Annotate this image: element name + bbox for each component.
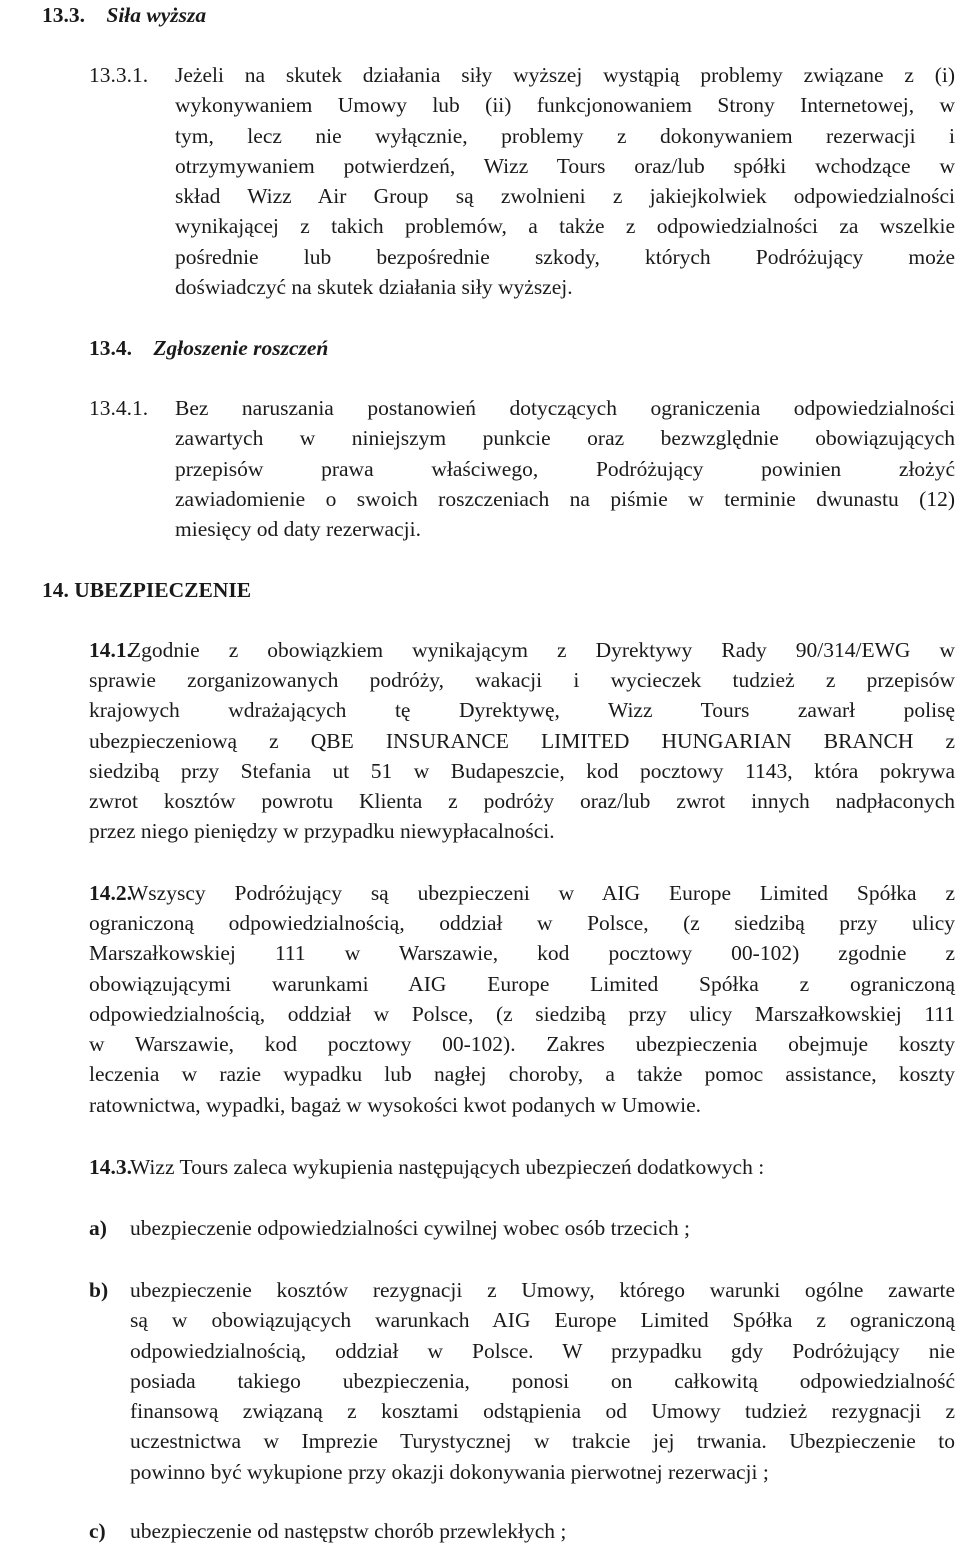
text-line: posiada takiego ubezpieczenia, ponosi on całkowitą odpowiedzialność [130,1368,955,1393]
clause-14-2-text [89,908,955,1120]
text-line: Bez naruszania postanowień dotyczących ograniczenia odpowiedzialności [175,396,955,420]
text-line: Wszyscy Podróżujący są ubezpieczeni w AIG Europe Limited Spółka z [128,881,955,905]
clause-14-1-first-line [128,635,955,665]
clause-number: 14.3. [89,1155,132,1179]
text-line: tym, lecz nie wyłącznie, problemy z dokonywaniem rezerwacji i [175,123,955,148]
clause-13-4-1-text [175,393,955,544]
clause-number: 13.4.1. [89,396,149,420]
text-line: powinno być wykupione przy okazji dokonywania pierwotnej rezerwacji ; [130,1459,769,1484]
clause-14-2-first-line [128,878,955,908]
text-line: odpowiedzialnością, oddział w Polsce. W przypadku gdy Podróżujący nie [130,1338,955,1363]
text-line: ubezpieczenie kosztów rezygnacji z Umowy, którego warunki ogólne zawarte [130,1278,955,1302]
text-line: są w obowiązujących warunkach AIG Europe Limited Spółka z ograniczoną [130,1308,955,1333]
section-number: 13.3. [42,3,85,27]
text-line: sprawie zorganizowanych podróży, wakacji i wycieczek tudzież z przepisów [89,668,955,692]
text-line: otrzymywaniem potwierdzeń, Wizz Tours oraz/lub spółki wchodzące w [175,153,955,178]
text-line: skład Wizz Air Group są zwolnieni z jakiejkolwiek odpowiedzialności [175,184,955,209]
list-item-b-text [130,1275,955,1487]
text-line: przez niego pieniędzy w przypadku niewypłacalności. [89,819,555,844]
list-marker: b) [89,1278,109,1302]
text-line: pośrednie lub bezpośrednie szkody, których Podróżujący może [175,244,955,269]
list-marker: a) [89,1216,107,1240]
list-item-a-text: ubezpieczenie odpowiedzialności cywilnej wobec osób trzecich ; [130,1216,690,1240]
text-line: w Warszawie, kod pocztowy 00-102). Zakres ubezpieczenia obejmuje koszty [89,1032,955,1057]
text-line: ubezpieczeniową z QBE INSURANCE LIMITED HUNGARIAN BRANCH z [89,728,955,753]
text-line: odpowiedzialnością, oddział w Polsce, (z siedzibą przy ulicy Marszałkowskiej 111 [89,1001,955,1026]
text-line: przepisów prawa właściwego, Podróżujący powinien złożyć [175,456,955,481]
text-line: Zgodnie z obowiązkiem wynikającym z Dyrektywy Rady 90/314/EWG w [128,638,955,662]
text-line: Marszałkowskiej 111 w Warszawie, kod pocztowy 00-102) zgodnie z [89,941,955,966]
clause-number: 13.3.1. [89,63,149,87]
text-line: doświadczyć na skutek działania siły wyższej. [175,275,573,300]
section-13-4-heading [89,333,328,363]
text-line: krajowych wdrażających tę Dyrektywę, Wizz Tours zawarł polisę [89,698,955,723]
text-line: leczenia w razie wypadku lub nagłej choroby, a także pomoc assistance, koszty [89,1062,955,1087]
section-title: Siła wyższa [106,3,207,27]
clause-13-3-1-text [175,60,955,302]
text-line: Jeżeli na skutek działania siły wyższej wystąpią problemy związane z (i) [175,63,955,87]
text-line: zawartych w niniejszym punkcie oraz bezwzględnie obowiązujących [175,426,955,451]
clause-number: 14.1. [89,638,132,662]
clause-14-3-text: Wizz Tours zaleca wykupienia następujących ubezpieczeń dodatkowych : [130,1155,765,1179]
text-line: zwrot kosztów powrotu Klienta z podróży oraz/lub zwrot innych nadpłaconych [89,789,955,814]
list-item-c-text: ubezpieczenie od następstw chorób przewlekłych ; [130,1519,567,1543]
text-line: wykonywaniem Umowy lub (ii) funkcjonowaniem Strony Internetowej, w [175,93,955,118]
text-line: zawiadomienie o swoich roszczeniach na piśmie w terminie dwunastu (12) [175,486,955,511]
text-line: siedzibą przy Stefania ut 51 w Budapeszcie, kod pocztowy 1143, która pokrywa [89,758,955,783]
text-line: wynikającej z takich problemów, a także z odpowiedzialności za wszelkie [175,214,955,239]
list-marker: c) [89,1519,106,1543]
section-number: 13.4. [89,336,132,360]
text-line: uczestnictwa w Imprezie Turystycznej w trakcie jej trwania. Ubezpieczenie to [130,1429,955,1454]
section-14-heading: 14. UBEZPIECZENIE [42,578,252,602]
text-line: miesięcy od daty rezerwacji. [175,517,421,542]
text-line: ograniczoną odpowiedzialnością, oddział w Polsce, (z siedzibą przy ulicy [89,911,955,935]
clause-number: 14.2. [89,881,132,905]
clause-14-1-text [89,665,955,847]
section-13-3-heading [42,0,206,30]
text-line: obowiązującymi warunkami AIG Europe Limited Spółka z ograniczoną [89,971,955,996]
text-line: ratownictwa, wypadki, bagaż w wysokości kwot podanych w Umowie. [89,1092,702,1117]
section-title: Zgłoszenie roszczeń [153,336,329,360]
text-line: finansową związaną z kosztami odstąpienia od Umowy tudzież rezygnacji z [130,1399,955,1424]
